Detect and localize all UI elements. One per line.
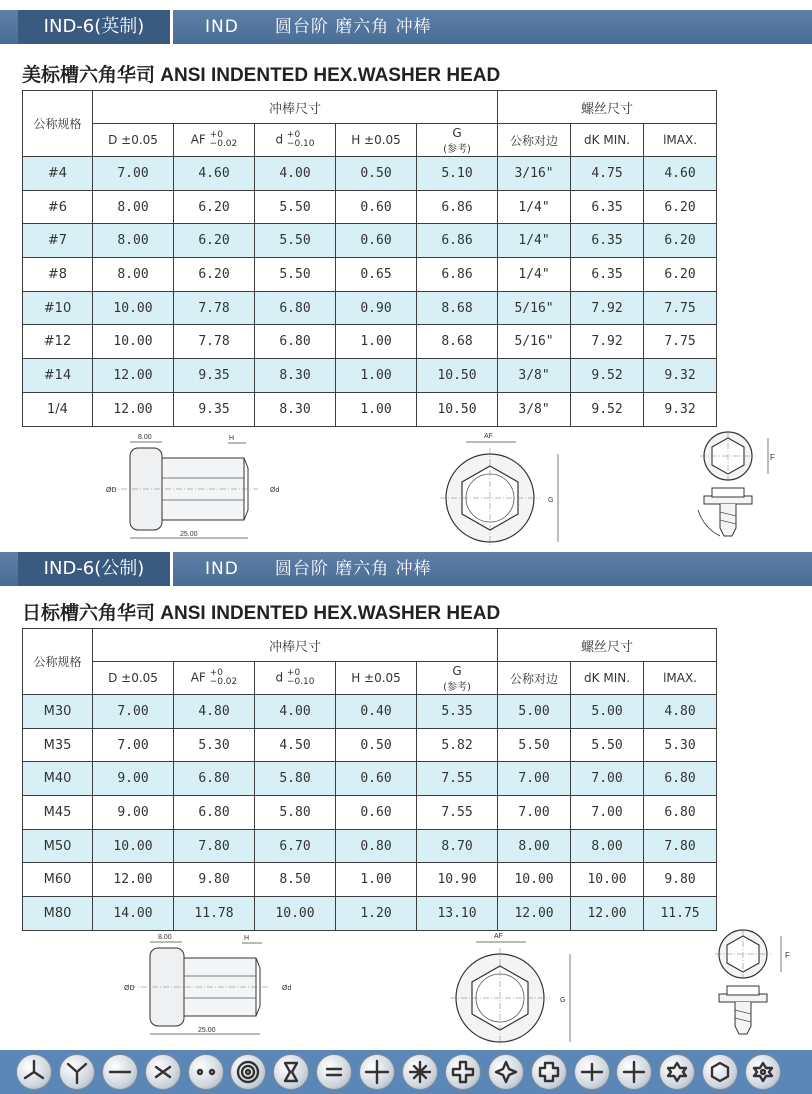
value-cell: 6.20 xyxy=(644,258,717,292)
value-cell: 7.80 xyxy=(644,829,717,863)
hex-socket-icon xyxy=(702,1054,738,1090)
value-cell: 13.10 xyxy=(417,897,498,931)
header-H: H ±0.05 xyxy=(336,662,417,695)
dim-f-label: F xyxy=(785,951,790,960)
spec-table xyxy=(22,90,717,427)
star-icon xyxy=(488,1054,524,1090)
value-cell: 9.32 xyxy=(644,392,717,426)
header-across-flats: 公称对边 xyxy=(498,662,571,695)
value-cell: 6.80 xyxy=(174,762,255,796)
value-cell: 12.00 xyxy=(93,863,174,897)
torx-icon xyxy=(659,1054,695,1090)
screw-head-drawing xyxy=(690,428,790,548)
value-cell: 6.86 xyxy=(417,190,498,224)
size-cell: M40 xyxy=(23,762,93,796)
header-l: lMAX. xyxy=(644,124,717,157)
value-cell: 4.60 xyxy=(174,157,255,191)
value-cell: 6.80 xyxy=(644,796,717,830)
value-cell: 4.50 xyxy=(255,728,336,762)
value-cell: 10.50 xyxy=(417,359,498,393)
header-H: H ±0.05 xyxy=(336,124,417,157)
value-cell: 7.00 xyxy=(93,157,174,191)
value-cell: 11.75 xyxy=(644,897,717,931)
value-cell: 6.70 xyxy=(255,829,336,863)
value-cell: 0.50 xyxy=(336,728,417,762)
value-cell: 6.20 xyxy=(644,190,717,224)
value-cell: 0.50 xyxy=(336,157,417,191)
value-cell: 9.80 xyxy=(644,863,717,897)
value-cell: 8.30 xyxy=(255,359,336,393)
value-cell: 7.80 xyxy=(174,829,255,863)
value-cell: 0.60 xyxy=(336,762,417,796)
size-cell: M80 xyxy=(23,897,93,931)
value-cell: 10.00 xyxy=(93,325,174,359)
value-cell: 5/16" xyxy=(498,325,571,359)
spec-table xyxy=(22,628,717,931)
value-cell: 10.00 xyxy=(498,863,571,897)
size-cell: #8 xyxy=(23,258,93,292)
torq-set-icon xyxy=(316,1054,352,1090)
screw-head-drawing xyxy=(705,926,805,1046)
value-cell: 1.00 xyxy=(336,325,417,359)
value-cell: 6.80 xyxy=(174,796,255,830)
value-cell: 8.70 xyxy=(417,829,498,863)
size-cell: #12 xyxy=(23,325,93,359)
slotted-icon xyxy=(102,1054,138,1090)
value-cell: 5.10 xyxy=(417,157,498,191)
header-G: G (参考) xyxy=(417,124,498,157)
value-cell: 10.00 xyxy=(93,291,174,325)
value-cell: 7.00 xyxy=(571,762,644,796)
value-cell: 9.35 xyxy=(174,359,255,393)
header-screw-dims: 螺丝尺寸 xyxy=(498,91,717,124)
value-cell: 8.00 xyxy=(571,829,644,863)
hex-end-drawing xyxy=(440,428,580,548)
dim-25-label: 25.00 xyxy=(198,1027,216,1034)
dim-8-label: 8.00 xyxy=(138,434,152,441)
value-cell: 5.50 xyxy=(255,190,336,224)
dim-25-label: 25.00 xyxy=(180,531,198,538)
punch-side-drawing xyxy=(100,930,310,1045)
quadrex-icon xyxy=(531,1054,567,1090)
value-cell: 4.00 xyxy=(255,157,336,191)
dim-d-label: Ød xyxy=(282,985,292,992)
value-cell: 4.00 xyxy=(255,695,336,729)
header-dk: dK MIN. xyxy=(571,124,644,157)
value-cell: 7.78 xyxy=(174,291,255,325)
value-cell: 9.52 xyxy=(571,392,644,426)
value-cell: 5/16" xyxy=(498,291,571,325)
banner-tag: IND-6(英制) xyxy=(18,10,173,44)
value-cell: 7.00 xyxy=(93,695,174,729)
combo-phillips-icon xyxy=(616,1054,652,1090)
header-across-flats: 公称对边 xyxy=(498,124,571,157)
value-cell: 10.00 xyxy=(93,829,174,863)
value-cell: 8.68 xyxy=(417,325,498,359)
drive-type-icon-strip xyxy=(0,1050,812,1094)
spiral-icon xyxy=(230,1054,266,1090)
section-banner xyxy=(0,10,812,44)
one-way-icon xyxy=(145,1054,181,1090)
value-cell: 12.00 xyxy=(93,359,174,393)
value-cell: 1/4" xyxy=(498,190,571,224)
value-cell: 7.75 xyxy=(644,325,717,359)
section-heading: 日标槽六角华司 ANSI INDENTED HEX.WASHER HEAD xyxy=(22,603,501,624)
value-cell: 7.55 xyxy=(417,796,498,830)
value-cell: 6.20 xyxy=(174,258,255,292)
size-cell: 1/4 xyxy=(23,392,93,426)
dim-d-label: Ød xyxy=(270,487,280,494)
value-cell: 4.80 xyxy=(174,695,255,729)
header-d: d +0 −0.10 xyxy=(255,124,336,157)
dim-g-label: G xyxy=(548,497,554,504)
table-row xyxy=(23,157,717,191)
value-cell: 5.30 xyxy=(644,728,717,762)
banner-tag: IND-6(公制) xyxy=(18,552,173,586)
section-heading: 美标槽六角华司 ANSI INDENTED HEX.WASHER HEAD xyxy=(22,65,501,86)
value-cell: 9.52 xyxy=(571,359,644,393)
value-cell: 7.55 xyxy=(417,762,498,796)
size-cell: #6 xyxy=(23,190,93,224)
value-cell: 6.20 xyxy=(174,190,255,224)
value-cell: 1.00 xyxy=(336,863,417,897)
value-cell: 1/4" xyxy=(498,224,571,258)
value-cell: 0.60 xyxy=(336,224,417,258)
value-cell: 9.80 xyxy=(174,863,255,897)
size-cell: M60 xyxy=(23,863,93,897)
header-punch-dims: 冲棒尺寸 xyxy=(93,629,498,662)
value-cell: 6.20 xyxy=(174,224,255,258)
value-cell: 8.50 xyxy=(255,863,336,897)
header-D: D ±0.05 xyxy=(93,662,174,695)
table-row xyxy=(23,728,717,762)
value-cell: 5.00 xyxy=(498,695,571,729)
value-cell: 1/4" xyxy=(498,258,571,292)
value-cell: 6.86 xyxy=(417,224,498,258)
value-cell: 10.00 xyxy=(571,863,644,897)
dim-D-label: ØD xyxy=(124,985,135,992)
value-cell: 0.90 xyxy=(336,291,417,325)
value-cell: 5.82 xyxy=(417,728,498,762)
torx-pin-icon xyxy=(745,1054,781,1090)
value-cell: 6.35 xyxy=(571,190,644,224)
dim-af-label: AF xyxy=(494,933,503,940)
value-cell: 8.00 xyxy=(93,190,174,224)
dim-g-label: G xyxy=(560,997,566,1004)
value-cell: 7.75 xyxy=(644,291,717,325)
table-row xyxy=(23,796,717,830)
table-row xyxy=(23,258,717,292)
value-cell: 10.50 xyxy=(417,392,498,426)
value-cell: 9.00 xyxy=(93,762,174,796)
header-AF: AF +0 −0.02 xyxy=(174,124,255,157)
header-AF: AF +0 −0.02 xyxy=(174,662,255,695)
value-cell: 4.80 xyxy=(644,695,717,729)
value-cell: 8.00 xyxy=(498,829,571,863)
value-cell: 5.35 xyxy=(417,695,498,729)
table-row xyxy=(23,829,717,863)
value-cell: 6.86 xyxy=(417,258,498,292)
table-row xyxy=(23,695,717,729)
value-cell: 7.00 xyxy=(93,728,174,762)
value-cell: 5.80 xyxy=(255,762,336,796)
header-spec: 公称规格 xyxy=(23,629,93,695)
combo-slot-icon xyxy=(574,1054,610,1090)
value-cell: 7.78 xyxy=(174,325,255,359)
value-cell: 8.00 xyxy=(93,258,174,292)
value-cell: 9.00 xyxy=(93,796,174,830)
value-cell: 5.80 xyxy=(255,796,336,830)
size-cell: M50 xyxy=(23,829,93,863)
value-cell: 5.50 xyxy=(498,728,571,762)
pozidriv-icon xyxy=(402,1054,438,1090)
value-cell: 6.80 xyxy=(255,325,336,359)
value-cell: 0.80 xyxy=(336,829,417,863)
value-cell: 10.00 xyxy=(255,897,336,931)
value-cell: 6.20 xyxy=(644,224,717,258)
hex-end-drawing xyxy=(450,928,590,1048)
value-cell: 12.00 xyxy=(498,897,571,931)
size-cell: M45 xyxy=(23,796,93,830)
value-cell: 1.00 xyxy=(336,359,417,393)
size-cell: M30 xyxy=(23,695,93,729)
value-cell: 5.30 xyxy=(174,728,255,762)
hourglass-icon xyxy=(273,1054,309,1090)
header-spec: 公称规格 xyxy=(23,91,93,157)
size-cell: #7 xyxy=(23,224,93,258)
size-cell: #14 xyxy=(23,359,93,393)
dim-f-label: F xyxy=(770,453,775,462)
section-banner xyxy=(0,552,812,586)
dim-h-label: H xyxy=(244,935,250,942)
banner-subtitle: IND 圆台阶 磨六角 冲棒 xyxy=(205,17,432,37)
value-cell: 6.35 xyxy=(571,258,644,292)
value-cell: 7.00 xyxy=(498,762,571,796)
table-row xyxy=(23,897,717,931)
y-drive-icon xyxy=(59,1054,95,1090)
table-row xyxy=(23,392,717,426)
value-cell: 8.00 xyxy=(93,224,174,258)
table-row xyxy=(23,762,717,796)
cross-icon xyxy=(445,1054,481,1090)
value-cell: 1.00 xyxy=(336,392,417,426)
value-cell: 9.35 xyxy=(174,392,255,426)
value-cell: 5.50 xyxy=(571,728,644,762)
size-cell: #10 xyxy=(23,291,93,325)
value-cell: 8.68 xyxy=(417,291,498,325)
header-dk: dK MIN. xyxy=(571,662,644,695)
value-cell: 5.50 xyxy=(255,258,336,292)
value-cell: 7.00 xyxy=(498,796,571,830)
value-cell: 9.32 xyxy=(644,359,717,393)
value-cell: 0.60 xyxy=(336,796,417,830)
header-D: D ±0.05 xyxy=(93,124,174,157)
value-cell: 3/8" xyxy=(498,359,571,393)
size-cell: #4 xyxy=(23,157,93,191)
table-row xyxy=(23,224,717,258)
table-row xyxy=(23,190,717,224)
value-cell: 3/8" xyxy=(498,392,571,426)
value-cell: 6.80 xyxy=(644,762,717,796)
dim-8-label: 8.00 xyxy=(158,934,172,941)
value-cell: 8.30 xyxy=(255,392,336,426)
header-G: G (参考) xyxy=(417,662,498,695)
spanner-icon xyxy=(188,1054,224,1090)
header-l: lMAX. xyxy=(644,662,717,695)
dim-h-label: H xyxy=(229,435,235,442)
value-cell: 6.80 xyxy=(255,291,336,325)
value-cell: 10.90 xyxy=(417,863,498,897)
phillips-icon xyxy=(359,1054,395,1090)
header-d: d +0 −0.10 xyxy=(255,662,336,695)
header-screw-dims: 螺丝尺寸 xyxy=(498,629,717,662)
value-cell: 6.35 xyxy=(571,224,644,258)
table-row xyxy=(23,359,717,393)
value-cell: 5.00 xyxy=(571,695,644,729)
value-cell: 0.65 xyxy=(336,258,417,292)
value-cell: 4.75 xyxy=(571,157,644,191)
header-punch-dims: 冲棒尺寸 xyxy=(93,91,498,124)
value-cell: 7.92 xyxy=(571,291,644,325)
value-cell: 11.78 xyxy=(174,897,255,931)
size-cell: M35 xyxy=(23,728,93,762)
value-cell: 0.40 xyxy=(336,695,417,729)
table-row xyxy=(23,863,717,897)
punch-side-drawing xyxy=(100,430,310,545)
value-cell: 4.60 xyxy=(644,157,717,191)
value-cell: 12.00 xyxy=(93,392,174,426)
value-cell: 7.00 xyxy=(571,796,644,830)
value-cell: 1.20 xyxy=(336,897,417,931)
dim-af-label: AF xyxy=(484,433,493,440)
value-cell: 14.00 xyxy=(93,897,174,931)
tri-wing-icon xyxy=(16,1054,52,1090)
table-row xyxy=(23,325,717,359)
dim-D-label: ØD xyxy=(106,487,117,494)
value-cell: 3/16" xyxy=(498,157,571,191)
value-cell: 7.92 xyxy=(571,325,644,359)
value-cell: 5.50 xyxy=(255,224,336,258)
value-cell: 0.60 xyxy=(336,190,417,224)
table-row xyxy=(23,291,717,325)
value-cell: 12.00 xyxy=(571,897,644,931)
banner-subtitle: IND 圆台阶 磨六角 冲棒 xyxy=(205,559,432,579)
